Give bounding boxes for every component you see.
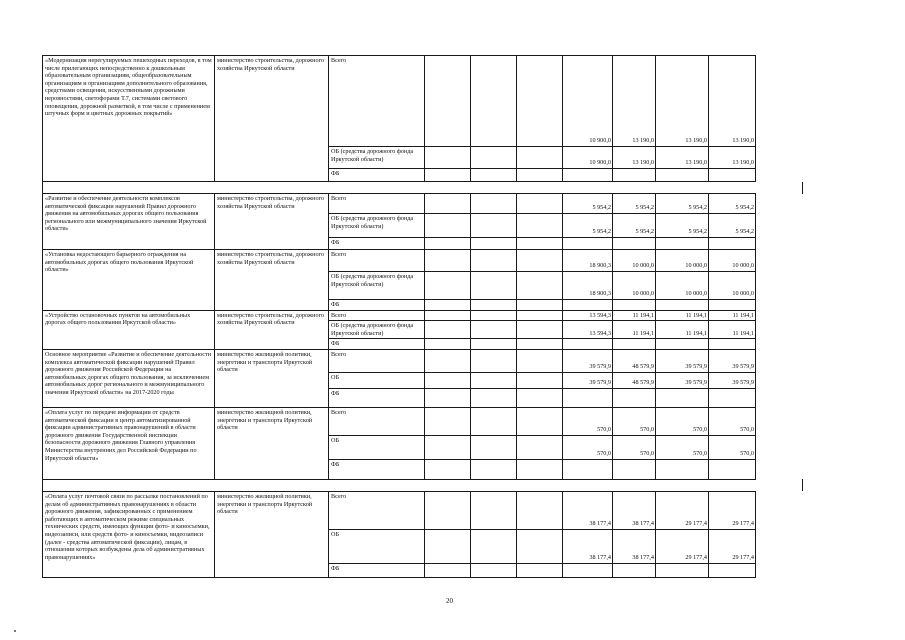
amount-cell: 29 177,4 [709, 529, 756, 563]
amount-cell: 5 954,2 [613, 194, 656, 214]
amount-cell [613, 238, 656, 250]
row-gap [43, 182, 803, 194]
empty-cell [425, 459, 471, 479]
amount-cell [563, 339, 613, 350]
empty-cell [471, 435, 517, 459]
amount-cell: 10 000,0 [656, 272, 709, 300]
empty-cell [517, 56, 563, 147]
amount-cell: 5 954,2 [709, 194, 756, 214]
funding-source-cell: ФБ [329, 238, 425, 250]
amount-cell: 29 177,4 [656, 491, 709, 529]
amount-cell [613, 459, 656, 479]
amount-cell [709, 388, 756, 407]
empty-cell [517, 272, 563, 300]
amount-cell: 38 177,4 [613, 491, 656, 529]
amount-cell [613, 563, 656, 577]
amount-cell [709, 169, 756, 182]
funding-source-cell: ФБ [329, 300, 425, 311]
empty-cell [425, 250, 471, 272]
amount-cell: 570,0 [656, 407, 709, 435]
amount-cell: 39 579,9 [709, 372, 756, 388]
amount-cell: 39 579,9 [656, 372, 709, 388]
empty-cell [517, 321, 563, 339]
empty-cell [471, 459, 517, 479]
empty-cell [471, 147, 517, 169]
empty-cell [471, 300, 517, 311]
empty-cell [471, 529, 517, 563]
amount-cell: 11 194,1 [656, 310, 709, 321]
table-row [43, 250, 803, 272]
amount-cell [709, 300, 756, 311]
funding-source-cell: Всего [329, 491, 425, 529]
empty-cell [425, 300, 471, 311]
amount-cell: 570,0 [563, 435, 613, 459]
amount-cell: 570,0 [613, 435, 656, 459]
empty-cell [517, 349, 563, 372]
empty-cell [517, 388, 563, 407]
funding-source-cell: ОБ (средства дорожного фонда Иркутской области) [329, 214, 425, 238]
funding-source-cell: ОБ [329, 529, 425, 563]
empty-cell [471, 321, 517, 339]
empty-cell [471, 272, 517, 300]
event-description: «Оплата услуг почтовой связи по рассылке постановлений по делам об административных правонарушениях в области дорожного движения, зафиксированных с применением работающих в автоматическом режиме специальных технических средств, имеющих функции фото- и киносъемки, видеозаписи, или средств фото- и киносъемки, видеозаписи (далее - средства автоматической фиксации), лицам, в отношении которых возбуждены дела об административных правонарушениях» [43, 491, 215, 577]
table-row [43, 194, 803, 214]
empty-cell [425, 272, 471, 300]
funding-source-cell: ФБ [329, 169, 425, 182]
amount-cell: 10 900,0 [563, 56, 613, 147]
empty-cell [425, 372, 471, 388]
amount-cell [709, 563, 756, 577]
funding-source-cell: Всего [329, 349, 425, 372]
funding-source-cell: ФБ [329, 339, 425, 350]
amount-cell: 5 954,2 [563, 214, 613, 238]
scan-artifact [14, 630, 16, 632]
amount-cell: 10 000,0 [656, 250, 709, 272]
empty-cell [517, 169, 563, 182]
empty-cell [517, 372, 563, 388]
empty-cell [471, 491, 517, 529]
empty-cell [517, 491, 563, 529]
empty-cell [517, 214, 563, 238]
table-row [43, 56, 803, 147]
amount-cell [656, 459, 709, 479]
amount-cell: 13 190,0 [709, 147, 756, 169]
amount-cell: 18 900,3 [563, 272, 613, 300]
empty-cell [471, 238, 517, 250]
funding-source-cell: ОБ (средства дорожного фонда Иркутской области) [329, 321, 425, 339]
empty-cell [471, 349, 517, 372]
empty-cell [517, 147, 563, 169]
amount-cell: 570,0 [709, 407, 756, 435]
empty-cell [425, 56, 471, 147]
executor-cell: министерство строительства, дорожного хозяйства Иркутской области [215, 194, 329, 250]
amount-cell [709, 459, 756, 479]
amount-cell [656, 238, 709, 250]
empty-cell [517, 250, 563, 272]
empty-cell [471, 250, 517, 272]
amount-cell [563, 459, 613, 479]
empty-cell [517, 529, 563, 563]
table-row [43, 349, 803, 372]
amount-cell: 13 190,0 [656, 56, 709, 147]
amount-cell: 29 177,4 [656, 529, 709, 563]
event-description: «Развитие и обеспечение деятельности комплексов автоматической фиксации нарушений Правил дорожного движения на автомобильных дорогах общего пользования регионального или межмуниципального значения Иркутской области» [43, 194, 215, 250]
amount-cell [563, 300, 613, 311]
event-description: «Устройство остановочных пунктов на автомобильных дорогах общего пользования Иркутской области» [43, 310, 215, 349]
event-description: «Модернизация нерегулируемых пешеходных переходов, в том числе прилегающих непосредственно к дошкольным образовательным организациям, общеобразовательным организациям и организациям дополнительного образования, средствами освещения, искусственными дорожными неровностями, светофорами Т.7, системами светового оповещения, дорожной разметкой, в том числе с применением штучных форм и цветных дорожных покрытий» [43, 56, 215, 182]
amount-cell: 5 954,2 [656, 194, 709, 214]
empty-cell [517, 238, 563, 250]
amount-cell: 10 000,0 [709, 250, 756, 272]
empty-cell [471, 563, 517, 577]
empty-cell [425, 529, 471, 563]
empty-cell [517, 339, 563, 350]
amount-cell: 13 594,3 [563, 310, 613, 321]
event-description: «Установка недостающего барьерного ограждения на автомобильных дорогах общего пользования Иркутской области» [43, 250, 215, 311]
funding-source-cell: ФБ [329, 459, 425, 479]
empty-cell [517, 310, 563, 321]
amount-cell [613, 300, 656, 311]
amount-cell [656, 169, 709, 182]
amount-cell: 570,0 [656, 435, 709, 459]
empty-cell [425, 435, 471, 459]
amount-cell: 5 954,2 [563, 194, 613, 214]
amount-cell: 13 190,0 [656, 147, 709, 169]
amount-cell: 5 954,2 [709, 214, 756, 238]
amount-cell: 48 579,9 [613, 349, 656, 372]
empty-cell [471, 339, 517, 350]
empty-cell [425, 339, 471, 350]
empty-cell [471, 407, 517, 435]
amount-cell: 11 194,1 [656, 321, 709, 339]
funding-source-cell: ФБ [329, 388, 425, 407]
amount-cell: 39 579,9 [656, 349, 709, 372]
amount-cell: 10 000,0 [613, 250, 656, 272]
executor-cell: министерство строительства, дорожного хозяйства Иркутской области [215, 310, 329, 349]
amount-cell: 5 954,2 [656, 214, 709, 238]
amount-cell: 11 194,1 [613, 310, 656, 321]
amount-cell: 13 190,0 [709, 56, 756, 147]
empty-cell [425, 147, 471, 169]
amount-cell [656, 563, 709, 577]
page-number: 20 [446, 597, 453, 605]
amount-cell [563, 388, 613, 407]
executor-cell: министерство жилищной политики, энергетики и транспорта Иркутской области [215, 491, 329, 577]
empty-cell [425, 238, 471, 250]
amount-cell [656, 300, 709, 311]
empty-cell [425, 310, 471, 321]
empty-cell [471, 310, 517, 321]
empty-cell [425, 388, 471, 407]
amount-cell: 10 000,0 [613, 272, 656, 300]
funding-source-cell: ОБ (средства дорожного фонда Иркутской области) [329, 147, 425, 169]
funding-source-cell: Всего [329, 310, 425, 321]
amount-cell: 29 177,4 [709, 491, 756, 529]
empty-cell [517, 407, 563, 435]
amount-cell [613, 169, 656, 182]
funding-source-cell: ОБ [329, 372, 425, 388]
empty-cell [425, 407, 471, 435]
funding-source-cell: Всего [329, 250, 425, 272]
empty-cell [425, 169, 471, 182]
amount-cell: 48 579,9 [613, 372, 656, 388]
executor-cell: министерство строительства, дорожного хозяйства Иркутской области [215, 250, 329, 311]
amount-cell: 39 579,9 [709, 349, 756, 372]
empty-cell [471, 388, 517, 407]
funding-source-cell: ОБ (средства дорожного фонда Иркутской области) [329, 272, 425, 300]
funding-source-cell: ФБ [329, 563, 425, 577]
funding-source-cell: Всего [329, 194, 425, 214]
amount-cell: 570,0 [709, 435, 756, 459]
empty-cell [425, 491, 471, 529]
funding-source-cell: Всего [329, 56, 425, 147]
empty-cell [425, 321, 471, 339]
empty-cell [425, 563, 471, 577]
amount-cell: 11 194,1 [709, 310, 756, 321]
empty-cell [471, 214, 517, 238]
amount-cell: 13 190,0 [613, 56, 656, 147]
amount-cell: 13 190,0 [613, 147, 656, 169]
amount-cell: 13 594,3 [563, 321, 613, 339]
empty-cell [425, 349, 471, 372]
amount-cell [613, 388, 656, 407]
executor-cell: министерство жилищной политики, энергетики и транспорта Иркутской области [215, 349, 329, 407]
amount-cell [709, 238, 756, 250]
table-row [43, 407, 803, 435]
empty-cell [517, 194, 563, 214]
amount-cell: 10 900,0 [563, 147, 613, 169]
empty-cell [471, 56, 517, 147]
empty-cell [517, 435, 563, 459]
budget-table [42, 55, 803, 578]
amount-cell [709, 339, 756, 350]
amount-cell: 570,0 [613, 407, 656, 435]
empty-cell [517, 563, 563, 577]
executor-cell: министерство жилищной политики, энергетики и транспорта Иркутской области [215, 407, 329, 479]
amount-cell: 38 177,4 [563, 529, 613, 563]
amount-cell: 10 000,0 [709, 272, 756, 300]
amount-cell [563, 238, 613, 250]
amount-cell: 18 900,3 [563, 250, 613, 272]
amount-cell: 570,0 [563, 407, 613, 435]
empty-cell [471, 372, 517, 388]
amount-cell: 39 579,9 [563, 372, 613, 388]
amount-cell: 5 954,2 [613, 214, 656, 238]
amount-cell [613, 339, 656, 350]
empty-cell [517, 459, 563, 479]
table-row [43, 310, 803, 321]
empty-cell [425, 194, 471, 214]
empty-cell [517, 300, 563, 311]
empty-cell [425, 214, 471, 238]
table-row [43, 491, 803, 529]
amount-cell: 11 194,1 [613, 321, 656, 339]
amount-cell: 39 579,9 [563, 349, 613, 372]
empty-cell [471, 194, 517, 214]
amount-cell: 38 177,4 [563, 491, 613, 529]
funding-source-cell: ОБ [329, 435, 425, 459]
amount-cell: 11 194,1 [709, 321, 756, 339]
amount-cell: 38 177,4 [613, 529, 656, 563]
row-gap [43, 479, 803, 491]
amount-cell [563, 563, 613, 577]
executor-cell: министерство строительства, дорожного хозяйства Иркутской области [215, 56, 329, 182]
empty-cell [471, 169, 517, 182]
funding-source-cell: Всего [329, 407, 425, 435]
event-description: «Оплата услуг по передаче информации от средств автоматической фиксации в центр автоматизированной фиксации административных правонарушений в области дорожного движения Государственной инспекции безопасности дорожного движения Главного управления Министерства внутренних дел Российской Федерации по Иркутской области» [43, 407, 215, 479]
amount-cell [563, 169, 613, 182]
amount-cell [656, 339, 709, 350]
event-description: Основное мероприятие «Развитие и обеспечение деятельности комплекса автоматической фиксации нарушений Правил дорожного движения Российской Федерации на автомобильных дорогах общего пользования, за исключением автомобильных дорог регионального и межмуниципального значения Иркутской области» на 2017-2020 годы [43, 349, 215, 407]
amount-cell [656, 388, 709, 407]
